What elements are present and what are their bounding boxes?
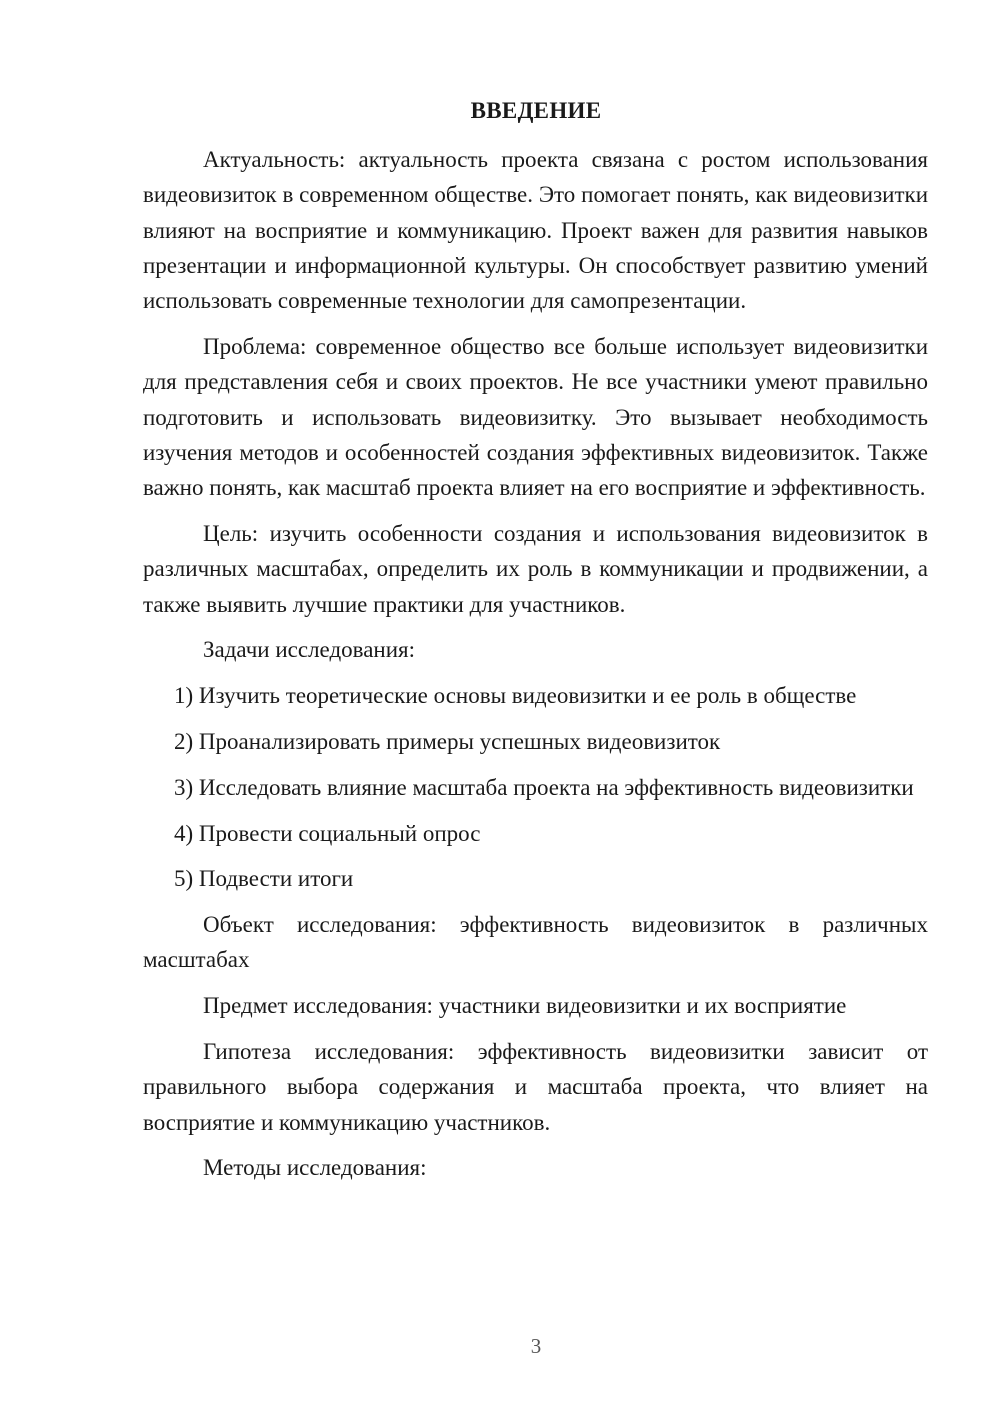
document-body <box>143 142 928 1186</box>
problem-paragraph: Проблема: современное общество все больше использует видеовизитки для представления себя и своих проектов. Не все участники умеют правильно подготовить и использовать видеовизитку. Это вызывает необходимость изучения методов и особенностей создания эффективных видеовизиток. Также важно понять, как масштаб проекта влияет на его восприятие и эффективность. <box>143 333 928 501</box>
task-item-5: 5) Подвести итоги <box>174 866 354 892</box>
task-item-2: 2) Проанализировать примеры успешных видеовизиток <box>174 728 721 754</box>
object-paragraph: Объект исследования: эффективность видеовизиток в различных масштабах <box>143 912 928 973</box>
page-number: 3 <box>530 1334 542 1358</box>
task-item-1: 1) Изучить теоретические основы видеовизитки и ее роль в обществе <box>174 683 857 709</box>
methods-heading: Методы исследования: <box>203 1155 427 1181</box>
task-item-3: 3) Исследовать влияние масштаба проекта на эффективность видеовизитки <box>174 774 914 800</box>
hypothesis-paragraph: Гипотеза исследования: эффективность видеовизитки зависит от правильного выбора содержания и масштаба проекта, что влияет на восприятие и коммуникацию участников. <box>143 1039 928 1135</box>
page-title: ВВЕДЕНИЕ <box>470 98 602 123</box>
tasks-heading: Задачи исследования: <box>203 637 416 663</box>
relevance-paragraph: Актуальность: актуальность проекта связана с ростом использования видеовизиток в современном обществе. Это помогает понять, как видеовизитки влияют на восприятие и коммуникацию. Проект важен для развития навыков презентации и информационной культуры. Он способствует развитию умений использовать современные технологии для самопрезентации. <box>143 147 928 314</box>
goal-paragraph: Цель: изучить особенности создания и использования видеовизиток в различных масштабах, определить их роль в коммуникации и продвижении, а также выявить лучшие практики для участников. <box>143 520 928 617</box>
task-item-4: 4) Провести социальный опрос <box>174 820 481 846</box>
subject-paragraph: Предмет исследования: участники видеовизитки и их восприятие <box>203 993 847 1019</box>
